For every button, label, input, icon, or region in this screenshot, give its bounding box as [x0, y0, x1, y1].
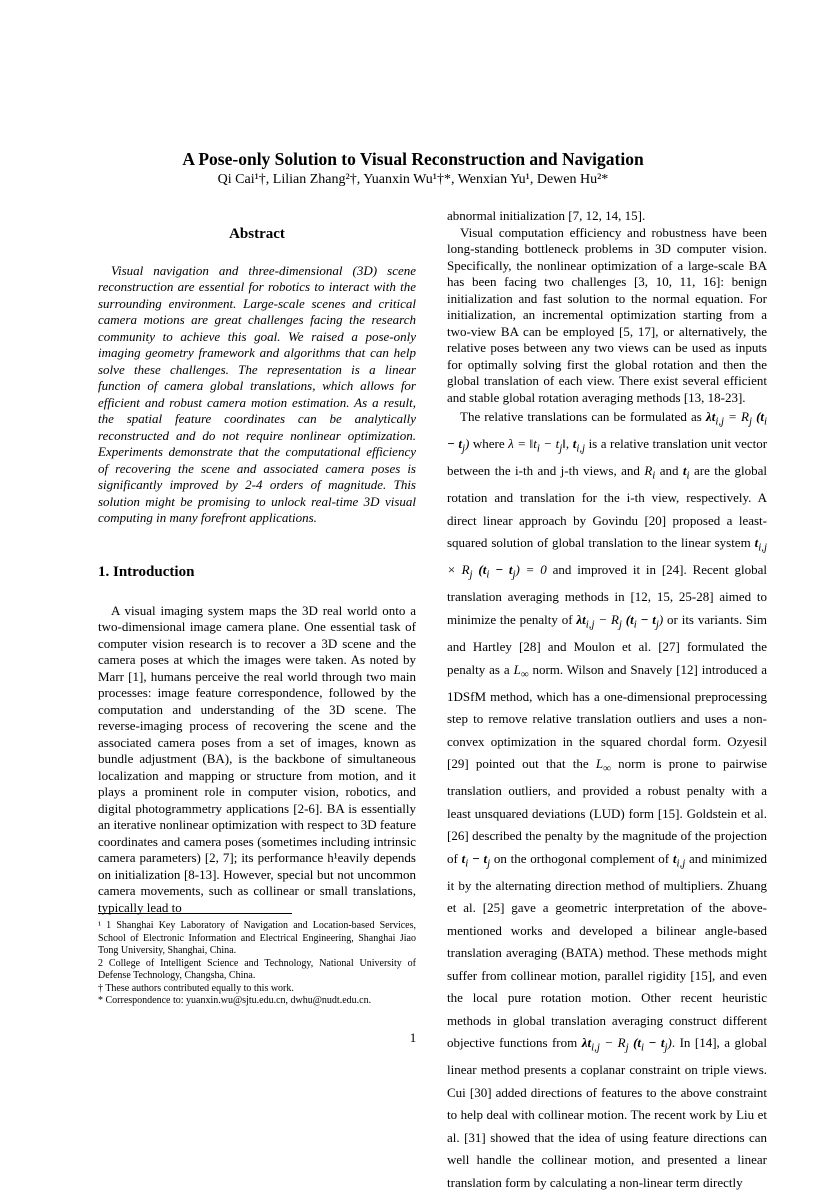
paper-title: A Pose-only Solution to Visual Reconstruction and Navigation [182, 149, 644, 169]
symbol-R-i: $R_i$ [644, 463, 656, 482]
introduction-body: A visual imaging system maps the 3D real world onto a two-dimensional image camera plane. One essential task of computer vision research is to recover a 3D scene and the camera poses at which the images were taken. As noted by Marr [1], humans perceive the real world through two main processes: image feature correspondence, followed by the computation and understanding of the 3D scene. The reverse-imaging process of recovering the scene and the associated camera poses from a set of images, known as bundle adjustment (BA), is the backbone of simultaneous localization and mapping or structure from motion, and it plays a prominent role in computer vision, robotics, and digital photogrammetry applications [2-6]. BA is essentially an iterative nonlinear optimization with respect to 3D feature coordinates and camera poses (sometimes including intrinsic camera parameters) [2, 7]; its performance h¹eavily depends on initialization [8-13]. However, special but not uncommon camera movements, such as collinear or small translations, typically lead to [98, 602, 416, 915]
equation-penalty: $\lambda t_{i,j} - R_j$ $(t_i - t_j)$ [576, 611, 664, 631]
footnote-2: 2 College of Intelligent Science and Technology, National University of Defense Technology, Changsha, China. [98, 957, 416, 981]
right-p2: The relative translations can be formulated as $\lambda t_{i,j} = R_j$ $(t_i - t_j)$ where $\lambda = ‖t_i$ − $t_j‖$, $t_{i,j}$ is a relative translation unit vector between the i-th and j-th views, and $R_i$ and $t_i$ are the global rotation and translation for the i-th view, respectively. A direct linear approach by Govindu [20] proposed a least-squared solution of global translation to the linear system $t_{i,j} \times R_j$ $(t_i - t_j) = 0$ and improved it in [24]. Recent global translation averaging methods in [12, 15, 25-28] aimed to minimize the penalty of $\lambda t_{i,j} - R_j$ $(t_i - t_j)$ or its variants. Sim and Hartley [28] and Moulon et al. [27] formulated the penalty as a $L_\infty$ norm. Wilson and Snavely [12] introduced a 1DSfM method, which has a one-dimensional preprocessing step to remove relative translation outliers and uses a non-convex optimization in the squared chordal form. Ozyesil [29] pointed out that the $L_\infty$ norm is prone to pairwise translation outliers, and provided a robust penalty with a least unsquared deviations (LUD) form [15]. Goldstein et al. [26] described the penalty by the magnitude of the projection of $t_i - t_j$ on the orthogonal complement of $t_{i,j}$ and minimized it by the alternating direction method of multipliers. Zhuang et al. [25] gave a geometric interpretation of the above-mentioned works and developed a bilinear angle-based translation averaging (BATA) method. These methods might suffer from collinear motion, parallel rigidity [15], and even the local pure rotation motion. Other recent heuristic methods in global translation averaging construct different objective functions from $\lambda t_{i,j} - R_j$ $(t_i - t_j)$. In [14], a global linear method presents a coplanar constraint on triple views. Cui [30] added directions of features to the above constraint to help deal with collinear motion. The recent work by Liu et al. [31] showed that the idea of using feature directions can well handle the collinear motion, and presented a linear translation form by calculating a non-linear term directly [447, 409, 768, 1190]
footnotes [98, 920, 416, 1008]
symbol-L-inf: $L_\infty$ [513, 661, 529, 681]
equation-linear-system: $t_{i,j} \times R_j$ $(t_i - t_j) = 0$ [447, 535, 767, 581]
author-list: Qi Cai¹†, Lilian Zhang²†, Yuanxin Wu¹†*, Wenxian Yu¹, Dewen Hu²* [217, 172, 609, 187]
right-p0: abnormal initialization [7, 12, 14, 15]. [447, 208, 646, 223]
equation-ti-minus-tj: $t_i - t_j$ [461, 850, 491, 870]
abstract-body: Visual navigation and three-dimensional (3D) scene reconstruction are essential for robotics to interact with the surrounding environment. Large-scale scenes and critical camera motions are great challenges facing the research community to achieve this goal. We raised a pose-only imaging geometry framework and algorithms that can help solve these challenges. The representation is a linear function of camera global translations, which allows for efficient and robust camera motion estimation. As a result, the spatial feature coordinates can be analytically reconstructed and do not require nonlinear optimization. Experiments demonstrate that the computational efficiency of recovering the scene and associated camera poses is significantly improved by 2-4 orders of magnitude. This solution might be promising to unlock real-time 3D visual computing in many forefront applications. [98, 262, 416, 525]
abstract-section [98, 226, 416, 527]
abstract-heading: Abstract [229, 226, 285, 242]
footnote-4: * Correspondence to: yuanxin.wu@sjtu.edu.cn, dwhu@nudt.edu.cn. [98, 995, 372, 1006]
symbol-t-ij-2: $t_{i,j}$ [672, 850, 686, 870]
equation-lambda: $\lambda = ‖t_i$ − $t_j‖$ [508, 436, 566, 455]
right-p1: Visual computation efficiency and robustness have been long-standing bottleneck problems in 3D computer vision. Specifically, the nonlinear optimization of a large-scale BA has been facing two challenges [3, 10, 11, 16]: benign initialization and fast solution to the normal equation. For initialization, an incremental optimization starting from a two-view BA can be employed [5, 17], or alternatively, the relative poses between any two views can be used as inputs for optimally solving first the global rotation and then the global translation of each view. There exist several efficient and stable global rotation averaging methods [13, 18-23]. [447, 224, 767, 405]
right-column [447, 208, 767, 1194]
equation-objective: $\lambda t_{i,j} - R_j$ $(t_i - t_j)$ [581, 1035, 672, 1054]
equation-relative-translation: $\lambda t_{i,j} = R_j$ $(t_i - t_j)$ [447, 409, 768, 455]
footnote-1: ¹ 1 Shanghai Key Laboratory of Navigation and Location-based Services, School of Electronic Information and Electrical Engineering, Shanghai Jiao Tong University, Shanghai, China. [98, 920, 416, 956]
introduction-section [98, 564, 416, 916]
symbol-t-ij: $t_{i,j}$ [572, 436, 586, 455]
footnote-divider [98, 913, 292, 914]
footnote-3: † These authors contributed equally to this work. [98, 982, 294, 994]
symbol-L-inf-2: $L_\infty$ [595, 756, 611, 775]
page-number: 1 [409, 1030, 417, 1045]
symbol-t-i: $t_i$ [682, 463, 690, 482]
introduction-heading: 1. Introduction [98, 564, 195, 580]
